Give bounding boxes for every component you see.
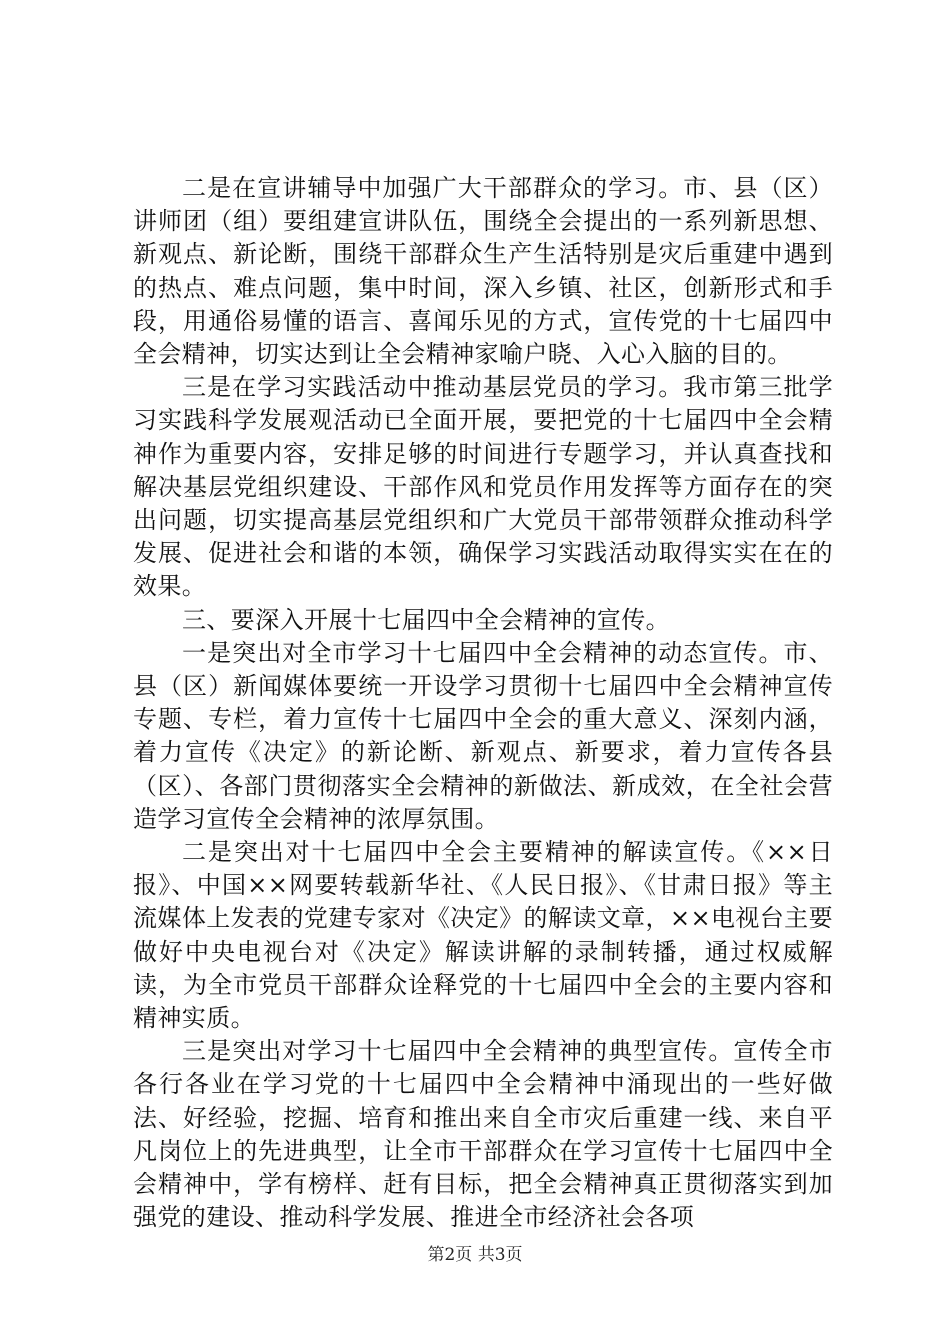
paragraph-1: 二是在宣讲辅导中加强广大干部群众的学习。市、县（区）讲师团（组）要组建宣讲队伍，围绕全会提出的一系列新思想、新观点、新论断，围绕干部群众生产生活特别是灾后重建中遇到的热点、难点问题，集中时间，深入乡镇、社区，创新形式和手段，用通俗易懂的语言、喜闻乐见的方式，宣传党的十七届四中全会精神，切实达到让全会精神家喻户晓、入心入脑的目的。: [133, 174, 833, 369]
document-body: [133, 172, 833, 1235]
paragraph-3: 一是突出对全市学习十七届四中全会精神的动态宣传。市、县（区）新闻媒体要统一开设学习贯彻十七届四中全会精神宣传专题、专栏，着力宣传十七届四中全会的重大意义、深刻内涵，着力宣传《决定》的新论断、新观点、新要求，着力宣传各县（区）、各部门贯彻落实全会精神的新做法、新成效，在全社会营造学习宣传全会精神的浓厚氛围。: [133, 638, 833, 833]
paragraph-5: 三是突出对学习十七届四中全会精神的典型宣传。宣传全市各行各业在学习党的十七届四中全会精神中涌现出的一些好做法、好经验，挖掘、培育和推出来自全市灾后重建一线、来自平凡岗位上的先进典型，让全市干部群众在学习宣传十七届四中全会精神中，学有榜样、赶有目标，把全会精神真正贯彻落实到加强党的建设、推动科学发展、推进全市经济社会各项: [133, 1037, 833, 1232]
section-heading: 三、要深入开展十七届四中全会精神的宣传。: [182, 605, 670, 634]
paragraph-2: 三是在学习实践活动中推动基层党员的学习。我市第三批学习实践科学发展观活动已全面开展，要把党的十七届四中全会精神作为重要内容，安排足够的时间进行专题学习，并认真查找和解决基层党组织建设、干部作风和党员作用发挥等方面存在的突出问题，切实提高基层党组织和广大党员干部带领群众推动科学发展、促进社会和谐的本领，确保学习实践活动取得实实在在的效果。: [133, 373, 833, 601]
paragraph-4: 二是突出对十七届四中全会主要精神的解读宣传。《××日报》、中国××网要转载新华社、《人民日报》、《甘肃日报》等主流媒体上发表的党建专家对《决定》的解读文章，××电视台主要做好中央电视台对《决定》解读讲解的录制转播，通过权威解读，为全市党员干部群众诠释党的十七届四中全会的主要内容和精神实质。: [133, 838, 833, 1033]
page-footer: 第2页 共3页: [427, 1245, 523, 1265]
